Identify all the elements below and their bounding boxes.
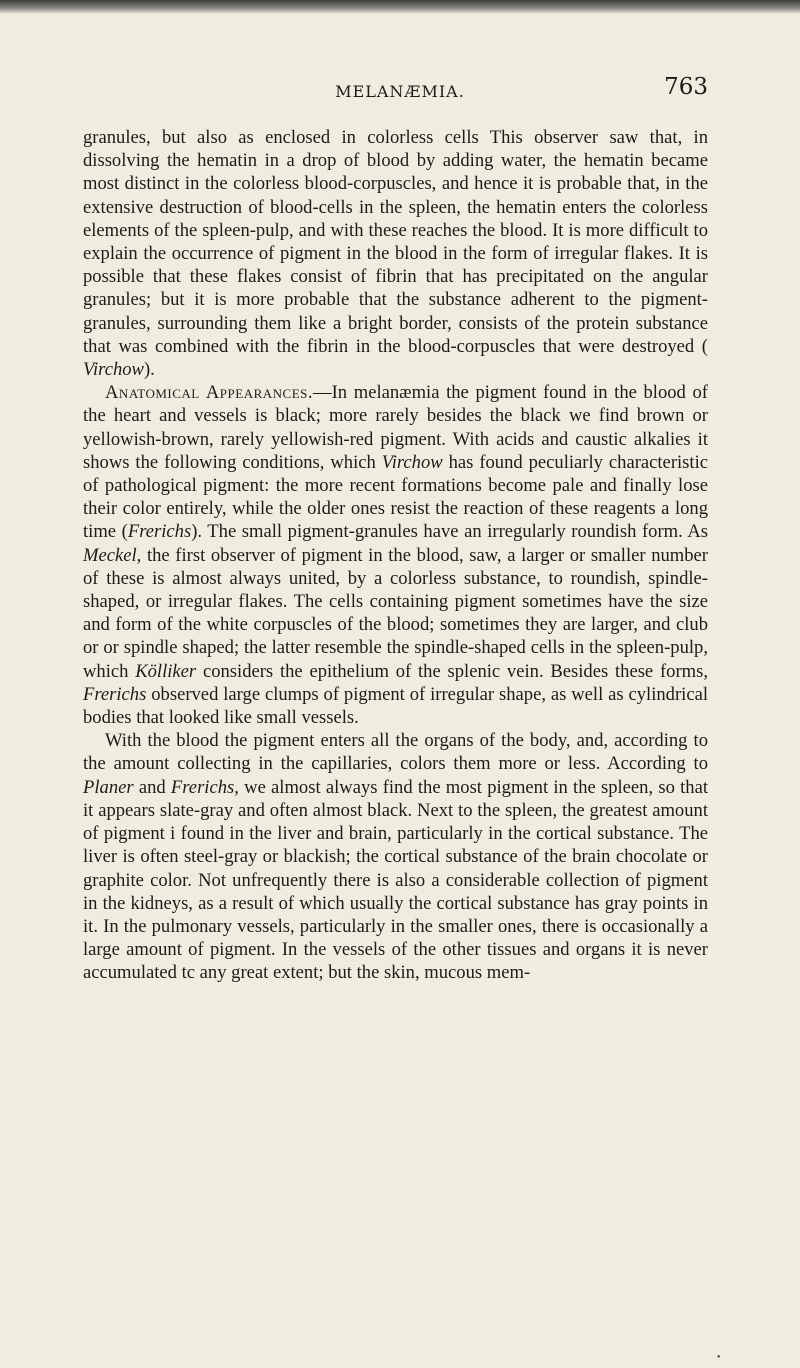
author-name: Frerichs (170, 776, 235, 798)
page-top-edge (0, 0, 800, 14)
text-run: —In melanæmia the pigment found in the blood of the heart and vessels is black; more rarely besides the black we find brown or yellowish-brown, rarely yellowish-red pigment. With acids and caustic alkalies it shows the following conditions, which (83, 382, 708, 473)
author-name: Planer (83, 776, 134, 798)
text-run: considers the epithelium of the splenic vein. Besides these forms, (196, 660, 708, 682)
page-number: 763 (664, 74, 708, 100)
text-run: has found peculiarly characteristic of pathological pigment: the more recent formations become pale and finally lose their color entirely, while the older ones resist the reaction of these reagents a long time ( (83, 451, 708, 543)
author-name: Meckel (83, 544, 137, 566)
text-run: With the blood the pigment enters all the organs of the body, and, according to the amount collecting in the capillaries, colors them more or less. According to (83, 730, 708, 775)
running-title: MELANÆMIA. (335, 82, 465, 101)
section-heading: Anatomical Appearances. (105, 382, 314, 404)
running-header (0, 74, 800, 114)
paragraph-2 (83, 381, 708, 729)
text-run: and (133, 776, 171, 798)
author-name: Virchow (83, 359, 144, 381)
paragraph-1 (83, 126, 708, 381)
text-run: ). (143, 359, 155, 381)
author-name: Frerichs (83, 683, 147, 705)
text-run: found in the liver and brain, particularly in the cortical substance. The liver is often steel-gray or blackish; the cortical substance of the brain chocolate or graphite color. Not unfrequently there is also a considerable collection of pigment in the kidneys, as a result of which usually the cortical substance has gray points in it. In the pulmonary vessels, particularly in the smaller ones, there is occasionally a large amount of pigment. In the vessels of the other tissues and organs it is never accumulated tc any great extent; but the skin, mucous mem- (83, 823, 709, 984)
text-run: granules, but also as enclosed in colorless cells This observer saw that, in dissolving the hematin in a drop of blood by adding water, the hematin became most distinct in the colorless blood-corpuscles, and hence it is probable that, in the extensive destruction of blood-cells in the spleen, the hematin enters the colorless elements of the spleen-pulp, and with these reaches the blood. It is more difficult to explain the occurrence of pigment in the blood in the form of irregular flakes. It is possible that these flakes consist of fibrin that has precipitated on the angular granules; but it is more probable that the substance adherent to the pigment-granules, surrounding them like a bright border, consists of the protein substance that was combined with the fibrin in the blood-corpuscles that were destroyed ( (83, 127, 708, 357)
text-run: , we almost always find the most pigment in the spleen, so that it appears slate-gray and often almost black. Next to the spleen, the greatest amount of pigment i (83, 776, 708, 845)
text-run: ). The small pigment-granules have an irregularly roundish form. As (191, 521, 709, 543)
author-name: Frerichs (127, 521, 192, 543)
author-name: Kölliker (135, 660, 197, 682)
body-text (83, 126, 708, 985)
author-name: Virchow (381, 451, 443, 473)
paragraph-3 (83, 729, 708, 984)
text-run: , the first observer of pigment in the blood, saw, a larger or smaller number of these is almost always united, by a colorless substance, to roundish, spindle-shaped, or irregular flakes. The cells containing pigment sometimes have the size and form of the white corpuscles of the blood; sometimes they are larger, and club or or spindle shaped; the latter resemble the spindle-shaped cells in the spleen-pulp, which (83, 544, 708, 682)
text-run: observed large clumps of pigment of irregular shape, as well as cylindrical bodies that looked like small vessels. (83, 683, 708, 729)
footer-mark: • (716, 1353, 722, 1363)
